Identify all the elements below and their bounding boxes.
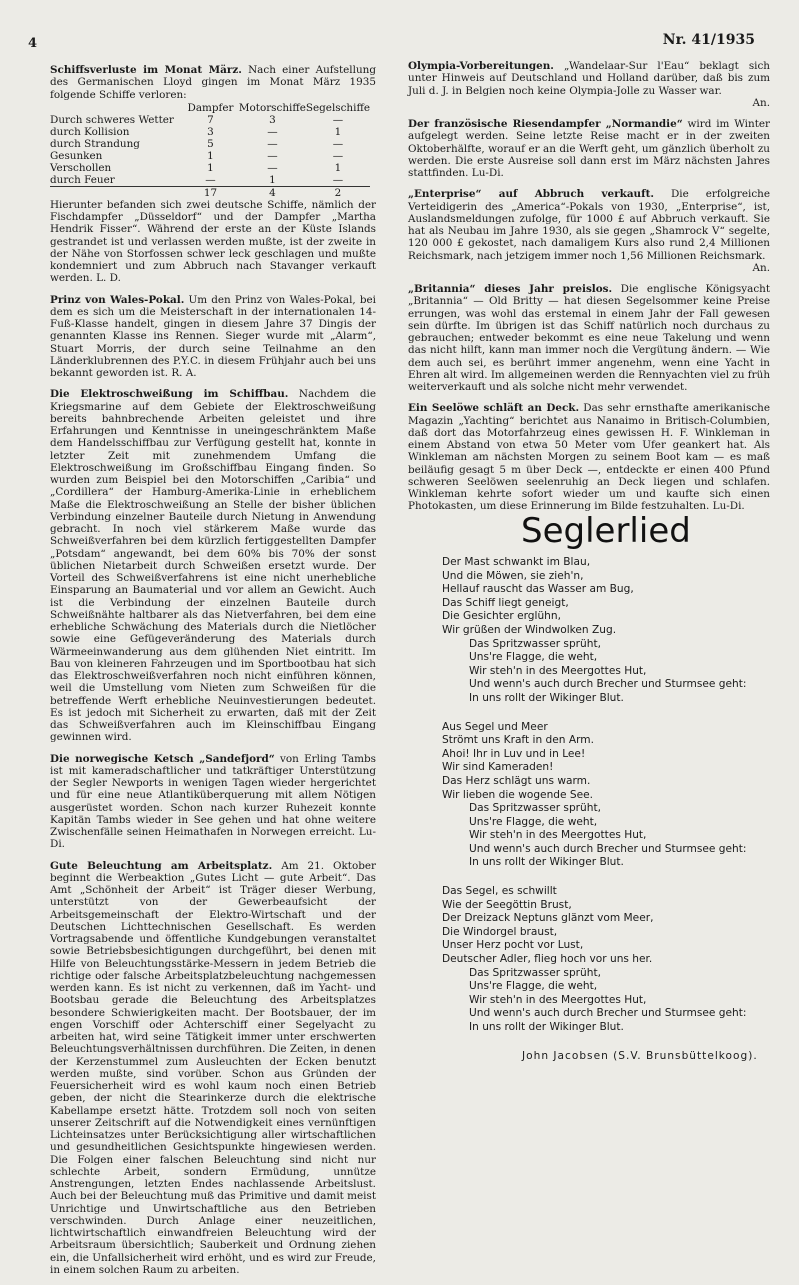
article-heading: „Enterprise“ auf Abbruch verkauft. [408,188,654,201]
article-author: R. A. [171,367,197,379]
table-cell: — [267,149,278,162]
table-cell: — [332,113,344,126]
poem-line: Aus Segel und Meer [442,720,548,733]
table-cell: 4 [239,186,306,199]
table-cell: — [267,125,278,138]
table-cell: — [267,137,278,150]
table-cell: 2 [306,186,370,199]
poem-line: Wir steh'n in des Meergottes Hut, [469,829,647,842]
table-cell: 1 [207,149,214,162]
article-text: Die englische Königsyacht „Britannia“ — Old Britty — hat diesen Segelsommer keine Preise errungen, was wohl das erstemal in einem Jahr der Fall gewesen sein dürfte. Im übrigen ist das Schiff natürlich noch durchaus zu gebrauchen; entweder bekommt es eine neue Takelung und wenn das nicht hilft, kann man immer noch die Vergütung ändern. — Wie dem auch sei, es berührt immer angenehm, wenn eine Yacht in Ehren alt wird. Im allgemeinen werden die Rennyachten viel zu früh weiterverkauft und als solche nicht mehr verwendet. [408,283,771,393]
poem-line: Und wenn's auch durch Brecher und Sturmsee geht: [469,1007,747,1020]
poem-line: Und wenn's auch durch Brecher und Sturmsee geht: [469,678,747,691]
article-author: Lu-Di. [471,167,504,179]
article-heading: „Britannia“ dieses Jahr preislos. [408,283,613,295]
poem-line: Und die Möwen, sie zieh'n, [442,569,584,582]
issue-number: Nr. 41/1935 [662,32,755,48]
poem-line: Strömt uns Kraft in den Arm. [442,734,594,747]
article-text: Hierunter befanden sich zwei deutsche Schiffe, nämlich der Fischdampfer „Düsseldorf“ und der Dampfer „Martha Hendrik Fisser“. Während der erste an der Küste Islands gestrandet ist und verlassen werden mußte, ist der zweite in der Nähe von Storfossen schwer leck geschlagen und mußte kondemniert und zum Abbruch nach Stavanger verkauft werden. [50,198,376,285]
article-author: An. [752,261,770,274]
table-cell: — [332,149,344,162]
article-text: Nachdem die Kriegsmarine auf dem Gebiete der Elektroschweißung bereits bahnbrechende Arbeiten geleistet und ihre Erfahrungen und Kenntnisse in uneingeschränktem Maße dem Handelsschiffbau zur Verfügung gestellt hat, konnte in letzter Zeit mit zunehmendem Umfang die Elektroschweißung im Großschiffbau Eingang finden. So wurden zum Beispiel bei den Motorschiffen „Caribia“ und „Cordillera“ der Hamburg-Amerika-Linie in erheblichem Maße die Elektroschweißung an Stelle der bisher üblichen Verbindung einzelner Bauteile durch Nietung in Anwendung gebracht. In noch viel stärkerem Maße wurde das Schweißverfahren bei dem kürzlich fertiggestellten Dampfer „Potsdam“ angewandt, bei dem 60% bis 70% der sonst üblichen Nietarbeit durch Schweißen ersetzt wurde. Der Vorteil des Schweißverfahrens ist eine nicht unerhebliche Einsparung an Baumaterial und vor allem an Gewicht. Auch ist die Verbindung der einzelnen Bauteile durch Schweißnähte haltbarer als das Nietverfahren, bei dem eine erhebliche Schwächung des Materials durch die Nietlöcher sowie eine Gefügeveränderung des Materials durch Wärmeeinwanderung aus dem glühenden Niet eintritt. Im Bau von kleineren Fahrzeugen und im Sportbootbau hat sich das Elektroschweißverfahren noch nicht einführen können, weil die Umstellung vom Nieten zum Schweißen für die betreffende Werft erhebliche Neuinvestierungen bedeutet. Es ist jedoch mit Sicherheit zu erwarten, daß mit der Zeit das Schweißverfahren auch im Kleinschiffbau Eingang gewinnen wird. [50,388,376,744]
article-beleuchtung [50,860,376,1277]
table-cell: 1 [269,173,276,186]
article-britannia [408,283,770,393]
table-row [50,162,370,174]
table-cell: 1 [334,161,342,174]
poem-line: In uns rollt der Wikinger Blut. [469,691,624,704]
poem-line: Uns're Flagge, die weht, [469,980,598,993]
table-cell: durch Strandung [50,137,140,150]
article-text: Die erfolgreiche Verteidigerin des „America“-Pokals von 1930, „Enterprise“, ist, Auslandsmeldungen zufolge, für 1000 £ auf Abbruch verkauft. Sie hat als Neubau im Jahre 1930, als sie gegen „Shamrock V“ segelte, 120 000 £ gekostet, nach damaligem Kurs also rund 2,4 Millionen Reichsmark, nach jetzigem immer noch 1,56 Millionen Reichsmark. [408,188,770,262]
poem-line: Hellauf rauscht das Wasser am Bug, [442,583,634,596]
table-cell [50,186,182,199]
article-normandie [408,118,770,179]
article-schiffsverluste [50,64,376,285]
article-elektroschweissung [50,388,376,743]
poem-line: Der Dreizack Neptuns glänzt vom Meer, [442,912,654,925]
poem-title: Seglerlied [521,511,691,551]
poem-line: Die Gesichter erglühn, [442,610,561,623]
poem-line: Wir sind Kameraden! [442,761,554,774]
article-sandefjord [50,753,376,851]
poem [442,556,782,1063]
poem-line: Wie der Seegöttin Brust, [442,898,572,911]
table-row [50,126,370,138]
poem-line: Das Spritzwasser sprüht, [469,966,601,979]
table-cell: — [205,173,216,186]
article-prinz-von-wales [50,294,376,380]
table-header-cell: Segelschiffe [305,101,370,114]
poem-stanza [442,885,782,1035]
article-text: von Erling Tambs ist mit kameradschaftlicher und tatkräftiger Unterstützung der Segler Newports in wenigen Tagen wieder hergerichtet und für eine neue Atlantiküberquerung mit allem Nötigen ausgerüstet worden. Schon nach kurzer Ruhezeit konnte Kapitän Tambs wieder in See gehen und hat ohne weitere Zwischenfälle seinen Heimathafen in Norwegen erreicht. [50,752,377,838]
article-heading: Gute Beleuchtung am Arbeitsplatz. [50,859,273,872]
poem-line: Der Mast schwankt im Blau, [442,556,591,568]
table-cell: Durch schweres Wetter [50,113,174,126]
article-heading: Ein Seelöwe schläft an Deck. [408,402,580,415]
table-header-cell [50,102,182,114]
poem-line: Deutscher Adler, flieg hoch vor uns her. [442,953,653,966]
table-cell: Gesunken [50,149,103,162]
table-cell: 1 [207,161,214,174]
poem-line: In uns rollt der Wikinger Blut. [469,856,624,869]
article-author: L. D. [96,272,121,285]
table-cell: 3 [269,113,276,126]
table-cell: Verschollen [50,161,112,174]
article-heading: Prinz von Wales-Pokal. [50,293,185,306]
article-author: Lu-Di. [50,826,376,851]
article-author: An. [752,96,770,109]
article-text: Am 21. Oktober beginnt die Werbeaktion „Gutes Licht — gute Arbeit“. Das Amt „Schönheit der Arbeit“ ist Träger dieser Werbung, unterstützt von der Gewerbeaufsicht der Arbeitsgemeinschaft der Elektro-Wirtschaft und der Deutschen Lichttechnischen Gesellschaft. Es werden Vortragsabende und öffentliche Kundgebungen veranstaltet sowie Betriebsbesichtigungen durchgeführt, bei denen mit Hilfe von Beleuchtungsstärke-Messern in jedem Betrieb die richtige oder falsche Arbeitsplatzbeleuchtung nachgemessen werden kann. Es ist nicht zu verkennen, daß im Yacht- und Bootsbau gerade die Beleuchtung des Arbeitsplatzes besondere Schwierigkeiten macht. Der Bootsbauer, der im engen Vorschiff oder Achterschiff einer Segelyacht zu arbeiten hat, wird seine Tätigkeit immer unter erschwerten Beleuchtungsverhältnissen durchführen. Die Zeiten, in denen der Kerzenstummel zum Ausleuchten der Ecken benutzt werden mußte, sind vorüber. Schon aus Gründen der Feuersicherheit wird es wohl kaum noch einen Betrieb geben, der nicht die Stearinkerze durch die elektrische Kabellampe ersetzt hätte. Trotzdem soll noch von seiten unserer Zeitschrift auf die Notwendigkeit eines vernünftigen Lichteinsatzes unter Berücksichtigung aller wirtschaftlichen und gesundheitlichen Gesichtspunkte hingewiesen werden. Die Folgen einer falschen Beleuchtung sind nicht nur schlechte Arbeit, sondern Ermüdung, unnütze Anstrengungen, letzten Endes nachlassende Arbeitslust. Auch bei der Beleuchtung muß das Primitive und damit meist Unrichtige und Unwirtschaftliche aus den Betrieben verschwinden. Durch Anlage einer neuzeitlichen, lichtwirtschaftlich einwandfreien Beleuchtung wird der Arbeitsraum übersichtlich; Sauberkeit und Ordnung ziehen ein, die Unfallsicherheit wird erhöht, und es wird zur Freude, in einem solchen Raum zu arbeiten. [50,859,376,1276]
article-text: Um den Prinz von Wales-Pokal, bei dem es sich um die Meisterschaft in der internationalen 14-Fuß-Klasse handelt, gingen in diesem Jahre 37 Dingis der genannten Klasse ins Rennen. Sieger wurde mit „Alarm“, Stuart Morris, der durch seine Teilnahme an den Länderklubrennen des P.Y.C. in diesem Frühjahr auch bei uns bekannt geworden ist. [50,293,376,379]
poem-line: Wir steh'n in des Meergottes Hut, [469,993,647,1006]
article-heading: Schiffsverluste im Monat März. [50,64,242,76]
poem-line: Das Spritzwasser sprüht, [469,802,601,815]
table-row [50,114,370,126]
table-row [50,138,370,150]
table-cell: — [332,173,344,186]
article-heading: Die norwegische Ketsch „Sandefjord“ [50,752,275,765]
table-cell: 5 [207,137,214,150]
table-cell: 1 [334,125,342,138]
poem-line: Das Segel, es schwillt [442,885,557,898]
table-cell: 3 [207,125,214,138]
table-cell: — [267,161,278,174]
article-text: Nach einer Aufstellung des Germanischen Lloyd gingen im Monat März 1935 folgende Schiffe verloren: [50,64,376,101]
table-cell: — [332,137,344,150]
table-row [50,174,370,187]
poem-line: Unser Herz pocht vor Lust, [442,939,584,952]
article-seeloewe [408,402,770,512]
article-text: „Wandelaar-Sur l'Eau“ beklagt sich unter Hinweis auf Deutschland und Holland darüber, daß bis zum Juli d. J. in Belgien noch keine Olympia-Jolle zu Wasser war. [408,60,770,97]
article-enterprise [408,188,770,274]
article-heading: Der französische Riesendampfer „Normandie“ [408,118,683,130]
table-header-cell: Motorschiffe [238,101,306,114]
page-number: 4 [28,36,38,51]
article-heading: Die Elektroschweißung im Schiffbau. [50,388,289,401]
table-total-row [50,186,370,199]
poem-line: Wir steh'n in des Meergottes Hut, [469,664,647,677]
table-cell: durch Feuer [50,173,115,186]
poem-line: Das Herz schlägt uns warm. [442,774,591,787]
poem-line: Das Spritzwasser sprüht, [469,637,601,650]
poem-line: Uns're Flagge, die weht, [469,651,598,664]
poem-line: Ahoi! Ihr in Luv und in Lee! [442,747,586,760]
left-column [50,64,376,1285]
article-text: Das sehr ernsthafte amerikanische Magazin „Yachting“ berichtet aus Nanaimo in Britisch-Columbien, daß dort das Motorfahrzeug eines gewissen H. F. Winkleman in einem Abstand von etwa 50 Meter vom Ufer geankert hat. Als Winkleman am nächsten Morgen zu seinem Boot kam — es maß beiläufig gesagt 5 m über Deck —, entdeckte er einen 400 Pfund schweren Seelöwen seelenruhig an Deck liegen und schlafen. Winkleman kehrte sofort wieder um und kaufte sich einen Photokasten, um diese Erinnerung im Bilde festzuhalten. [408,402,770,513]
table-cell: durch Kollision [50,125,130,138]
article-text: wird im Winter aufgelegt werden. Seine letzte Reise macht er in der zweiten Oktoberhälfte, worauf er an die Werft geht, um gänzlich überholt zu werden. Die erste Ausreise soll dann erst im März nächsten Jahres stattfinden. [408,118,770,179]
article-author: Lu-Di. [712,500,745,513]
poem-line: Wir lieben die wogende See. [442,788,594,801]
article-olympia [408,60,770,109]
article-heading: Olympia-Vorbereitungen. [408,60,554,72]
losses-table [50,102,370,199]
poem-line: Und wenn's auch durch Brecher und Sturmsee geht: [469,842,747,855]
poem-line: Die Windorgel braust, [442,925,558,938]
poem-line: Wir grüßen der Windwolken Zug. [442,623,617,636]
right-column [408,60,770,522]
poem-line: In uns rollt der Wikinger Blut. [469,1021,624,1033]
table-cell: 17 [182,186,239,199]
poem-line: Das Schiff liegt geneigt, [442,596,569,609]
table-header-row [50,102,370,114]
poem-line: Uns're Flagge, die weht, [469,815,598,828]
table-header-cell: Dampfer [187,101,234,114]
table-cell: 7 [207,113,214,126]
table-row [50,150,370,162]
poem-author: John Jacobsen (S.V. Brunsbüttelkoog). [522,1049,758,1062]
poem-stanza [442,721,782,871]
poem-stanza [442,556,782,706]
